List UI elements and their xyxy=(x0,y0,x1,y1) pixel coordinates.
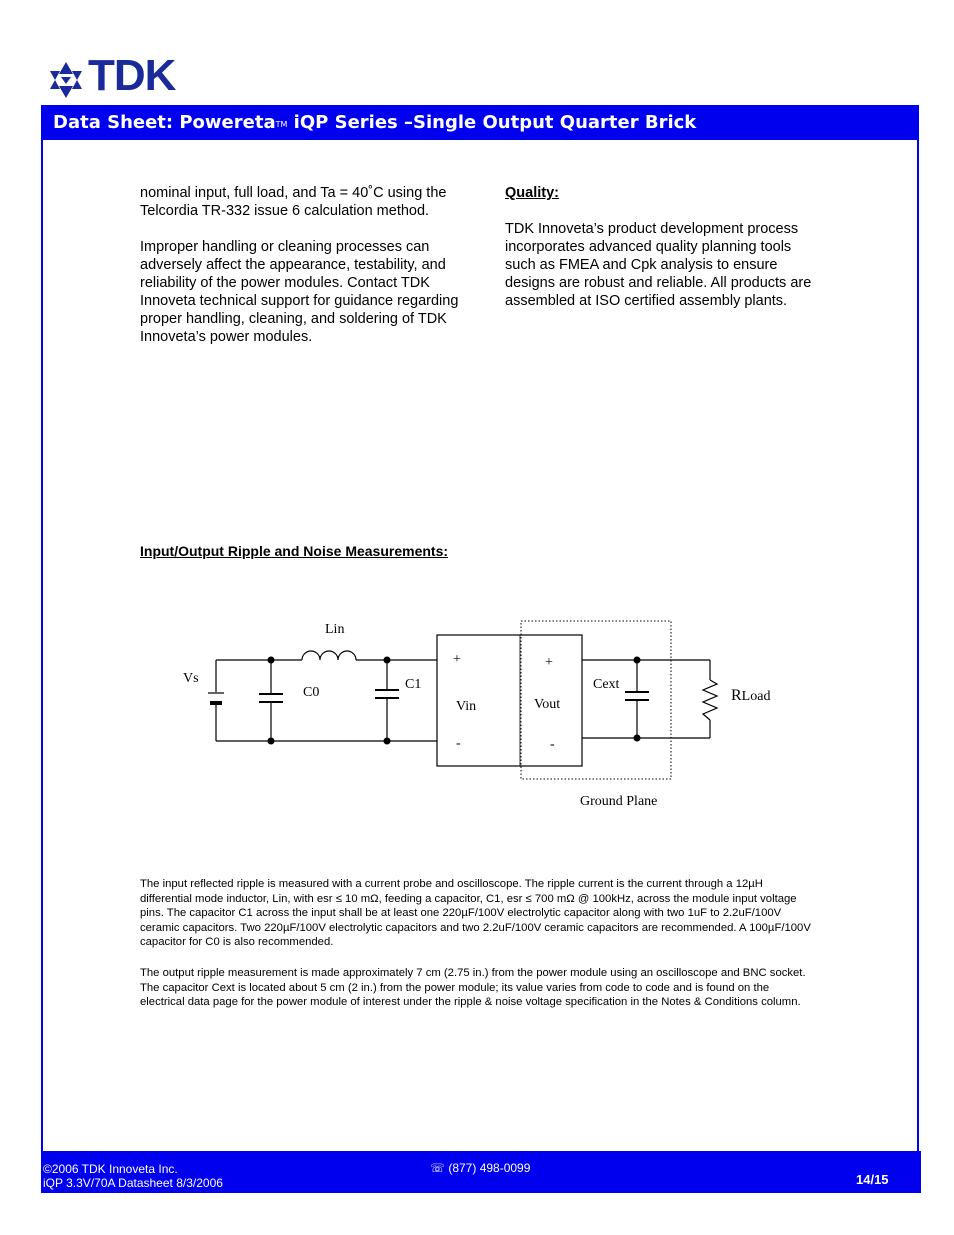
label-minus-in: - xyxy=(456,736,461,751)
label-rload xyxy=(731,687,770,704)
label-vout: Vout xyxy=(534,697,561,712)
left-paragraph-2: Improper handling or cleaning processes can adversely affect the appearance, testability, and reliability of the power modules. Contact TDK Innoveta technical support for guidance regarding proper handling, cleaning, and soldering of TDK Innoveta’s power modules. xyxy=(140,239,459,345)
page-footer xyxy=(41,1151,921,1193)
footer-copyright: ©2006 TDK Innoveta Inc. xyxy=(43,1162,178,1176)
left-paragraph-1: nominal input, full load, and Ta = 40˚C using the Telcordia TR-332 issue 6 calculation method. xyxy=(140,185,447,219)
label-vs: Vs xyxy=(183,671,199,686)
label-minus-out: - xyxy=(550,737,555,752)
page-title xyxy=(41,105,919,140)
output-ripple-note: The output ripple measurement is made approximately 7 cm (2.75 in.) from the power module using an oscilloscope and BNC socket. The capacitor Cext is located about 5 cm (2 in.) from the power module; its value varies from code to code and is found on the electrical data page for the power module of interest under the ripple & noise voltage specification in the Notes & Conditions column. xyxy=(140,967,806,1008)
label-vin: Vin xyxy=(456,699,477,714)
label-rload-sub: Load xyxy=(741,689,771,704)
trademark-mark: TM xyxy=(275,120,288,129)
left-column xyxy=(140,184,460,364)
title-prefix: Data Sheet: Powereta xyxy=(53,112,276,133)
footer-page-number: 14/15 xyxy=(856,1172,889,1187)
title-suffix: iQP Series –Single Output Quarter Brick xyxy=(287,112,697,133)
footer-phone: ☏ (877) 498-0099 xyxy=(430,1161,531,1175)
footer-doc-info: iQP 3.3V/70A Datasheet 8/3/2006 xyxy=(43,1176,223,1190)
label-c0: C0 xyxy=(303,685,320,700)
label-plus-in: + xyxy=(453,652,461,667)
footer-left xyxy=(43,1162,223,1190)
right-column xyxy=(505,184,815,328)
brand-wordmark: TDK xyxy=(88,51,176,100)
label-rload-r: R xyxy=(731,687,742,704)
label-cext: Cext xyxy=(593,677,620,692)
quality-heading: Quality: xyxy=(505,185,559,201)
label-lin: Lin xyxy=(325,622,345,637)
quality-paragraph: TDK Innoveta’s product development process incorporates advanced quality planning tools such as FMEA and Cpk analysis to ensure designs are robust and reliable. All products are assembled at ISO certified assembly plants. xyxy=(505,221,812,309)
label-c1: C1 xyxy=(405,677,422,692)
ripple-measurement-circuit xyxy=(140,600,820,830)
label-ground-plane: Ground Plane xyxy=(580,794,658,809)
input-ripple-note: The input reflected ripple is measured with a current probe and oscilloscope. The ripple current is the current through a 12µH differential mode inductor, Lin, with esr ≤ 10 mΩ, feeding a capacitor, C1, esr ≤ 700 mΩ @ 100kHz, across the module input voltage pins. The capacitor C1 across the input shall be at least one 220µF/100V electrolytic capacitor along with two 1uF to 2.2uF/100V ceramic capacitors. Two 220µF/100V electrolytic capacitors and two 2.2uF/100V ceramic capacitors are recommended. A 100µF/100V capacitor for C0 is also recommended. xyxy=(140,878,811,948)
label-plus-out: + xyxy=(545,655,553,670)
ripple-section-title: Input/Output Ripple and Noise Measurements: xyxy=(140,543,449,559)
